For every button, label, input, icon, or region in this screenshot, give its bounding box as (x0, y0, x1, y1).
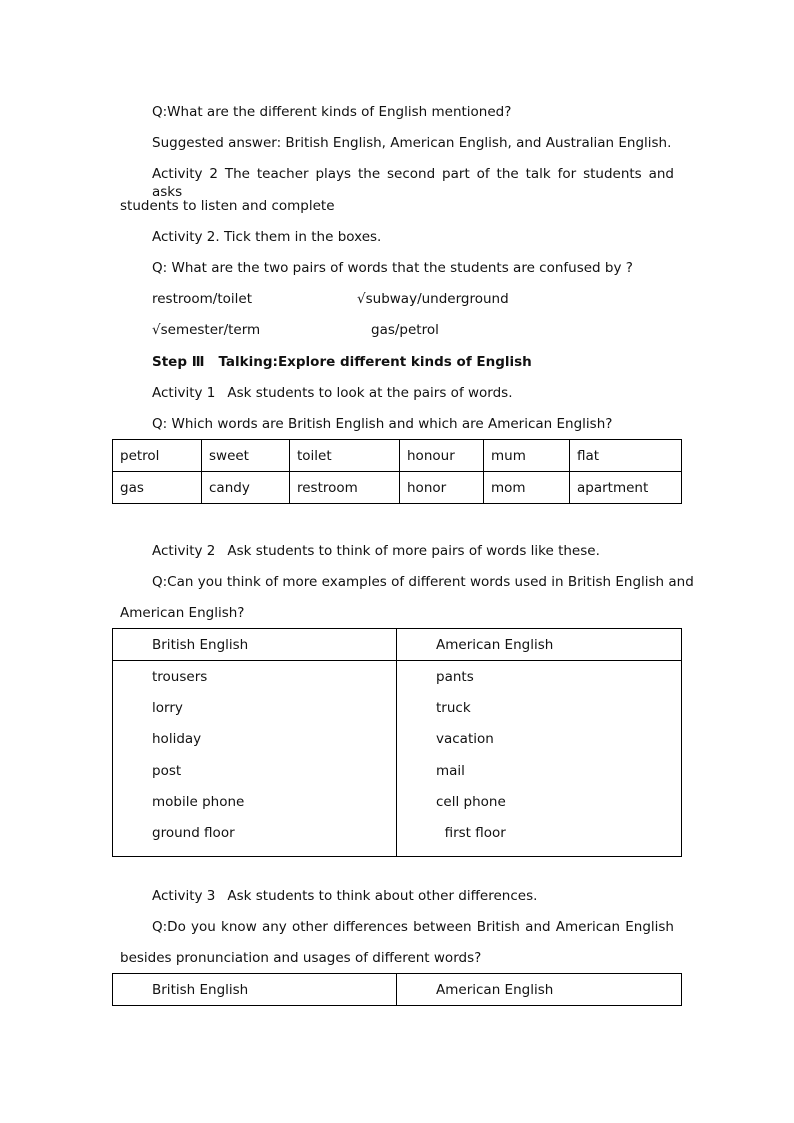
list-item: trousers (152, 669, 208, 685)
table-cell: petrol (113, 440, 202, 472)
header-british-english: British English (113, 974, 397, 1006)
step-3-activity-3-label: Activity 3 (152, 888, 216, 904)
suggested-answer: Suggested answer: British English, American English, and Australian English. (152, 135, 672, 151)
list-item: post (152, 762, 182, 779)
activity-2-instruction (152, 165, 674, 201)
step-3-activity-1-label: Activity 1 (152, 385, 216, 401)
table-cell: flat (570, 440, 682, 472)
step-3-activity-2 (152, 542, 600, 560)
list-item: truck (436, 700, 471, 717)
table-cell: honor (400, 472, 484, 504)
table-row (113, 472, 682, 504)
step-3-heading (152, 353, 532, 371)
list-item: holiday (152, 731, 202, 748)
table-cell: sweet (202, 440, 290, 472)
step-3-activity-3 (152, 887, 537, 905)
table-cell: honour (400, 440, 484, 472)
option-gas-petrol: gas/petrol (371, 322, 439, 338)
option-restroom-toilet: restroom/toilet (152, 291, 253, 307)
question-other-differences-continuation: besides pronunciation and usages of different words? (120, 950, 482, 966)
option-subway-underground: √subway/underground (357, 291, 509, 307)
list-item: lorry (152, 700, 183, 717)
question-more-examples: Q:Can you think of more examples of different words used in British English and (152, 574, 694, 590)
header-american-english: American English (397, 629, 682, 661)
step-3-activity-2-text: Ask students to think of more pairs of words like these. (227, 543, 600, 559)
list-item: mobile phone (152, 793, 245, 810)
table-row (113, 440, 682, 472)
step-3-activity-2-label: Activity 2 (152, 543, 216, 559)
table-cell: toilet (290, 440, 400, 472)
list-item: mail (436, 762, 465, 779)
list-item: pants (436, 669, 474, 685)
question-more-examples-continuation: American English? (120, 605, 245, 621)
step-3-activity-1 (152, 384, 513, 402)
option-semester-term: √semester/term (152, 322, 261, 338)
question-kinds-of-english: Q:What are the different kinds of English mentioned? (152, 104, 512, 120)
table-cell: mom (484, 472, 570, 504)
list-item: ground floor (152, 824, 235, 841)
american-words-cell (397, 661, 682, 857)
step-3-label: Step Ⅲ (152, 354, 205, 370)
list-item: vacation (436, 731, 494, 748)
table-cell: apartment (570, 472, 682, 504)
table-cell: mum (484, 440, 570, 472)
activity-2-text: The teacher plays the second part of the talk for students and asks (152, 166, 674, 200)
list-item: cell phone (436, 793, 506, 810)
question-other-differences: Q:Do you know any other differences between British and American English (152, 919, 674, 935)
table-header-row (113, 974, 682, 1006)
activity-2-tick-instruction: Activity 2. Tick them in the boxes. (152, 229, 382, 245)
activity-2-continuation: students to listen and complete (120, 198, 335, 214)
table-cell: restroom (290, 472, 400, 504)
table-cell: gas (113, 472, 202, 504)
header-british-english: British English (113, 629, 397, 661)
header-american-english: American English (397, 974, 682, 1006)
table-header-row (113, 629, 682, 661)
british-american-words-table (112, 628, 682, 857)
step-3-activity-1-text: Ask students to look at the pairs of words. (227, 385, 513, 401)
table-cell: candy (202, 472, 290, 504)
step-3-title: Talking:Explore different kinds of English (218, 354, 532, 370)
british-words-cell (113, 661, 397, 857)
other-differences-table (112, 973, 682, 1006)
question-confused-words: Q: What are the two pairs of words that the students are confused by ? (152, 260, 633, 276)
question-british-or-american: Q: Which words are British English and which are American English? (152, 416, 613, 432)
list-item: first floor (436, 824, 506, 841)
activity-2-label: Activity 2 (152, 166, 218, 182)
step-3-activity-3-text: Ask students to think about other differences. (227, 888, 538, 904)
word-pairs-table (112, 439, 682, 504)
table-row (113, 661, 682, 857)
